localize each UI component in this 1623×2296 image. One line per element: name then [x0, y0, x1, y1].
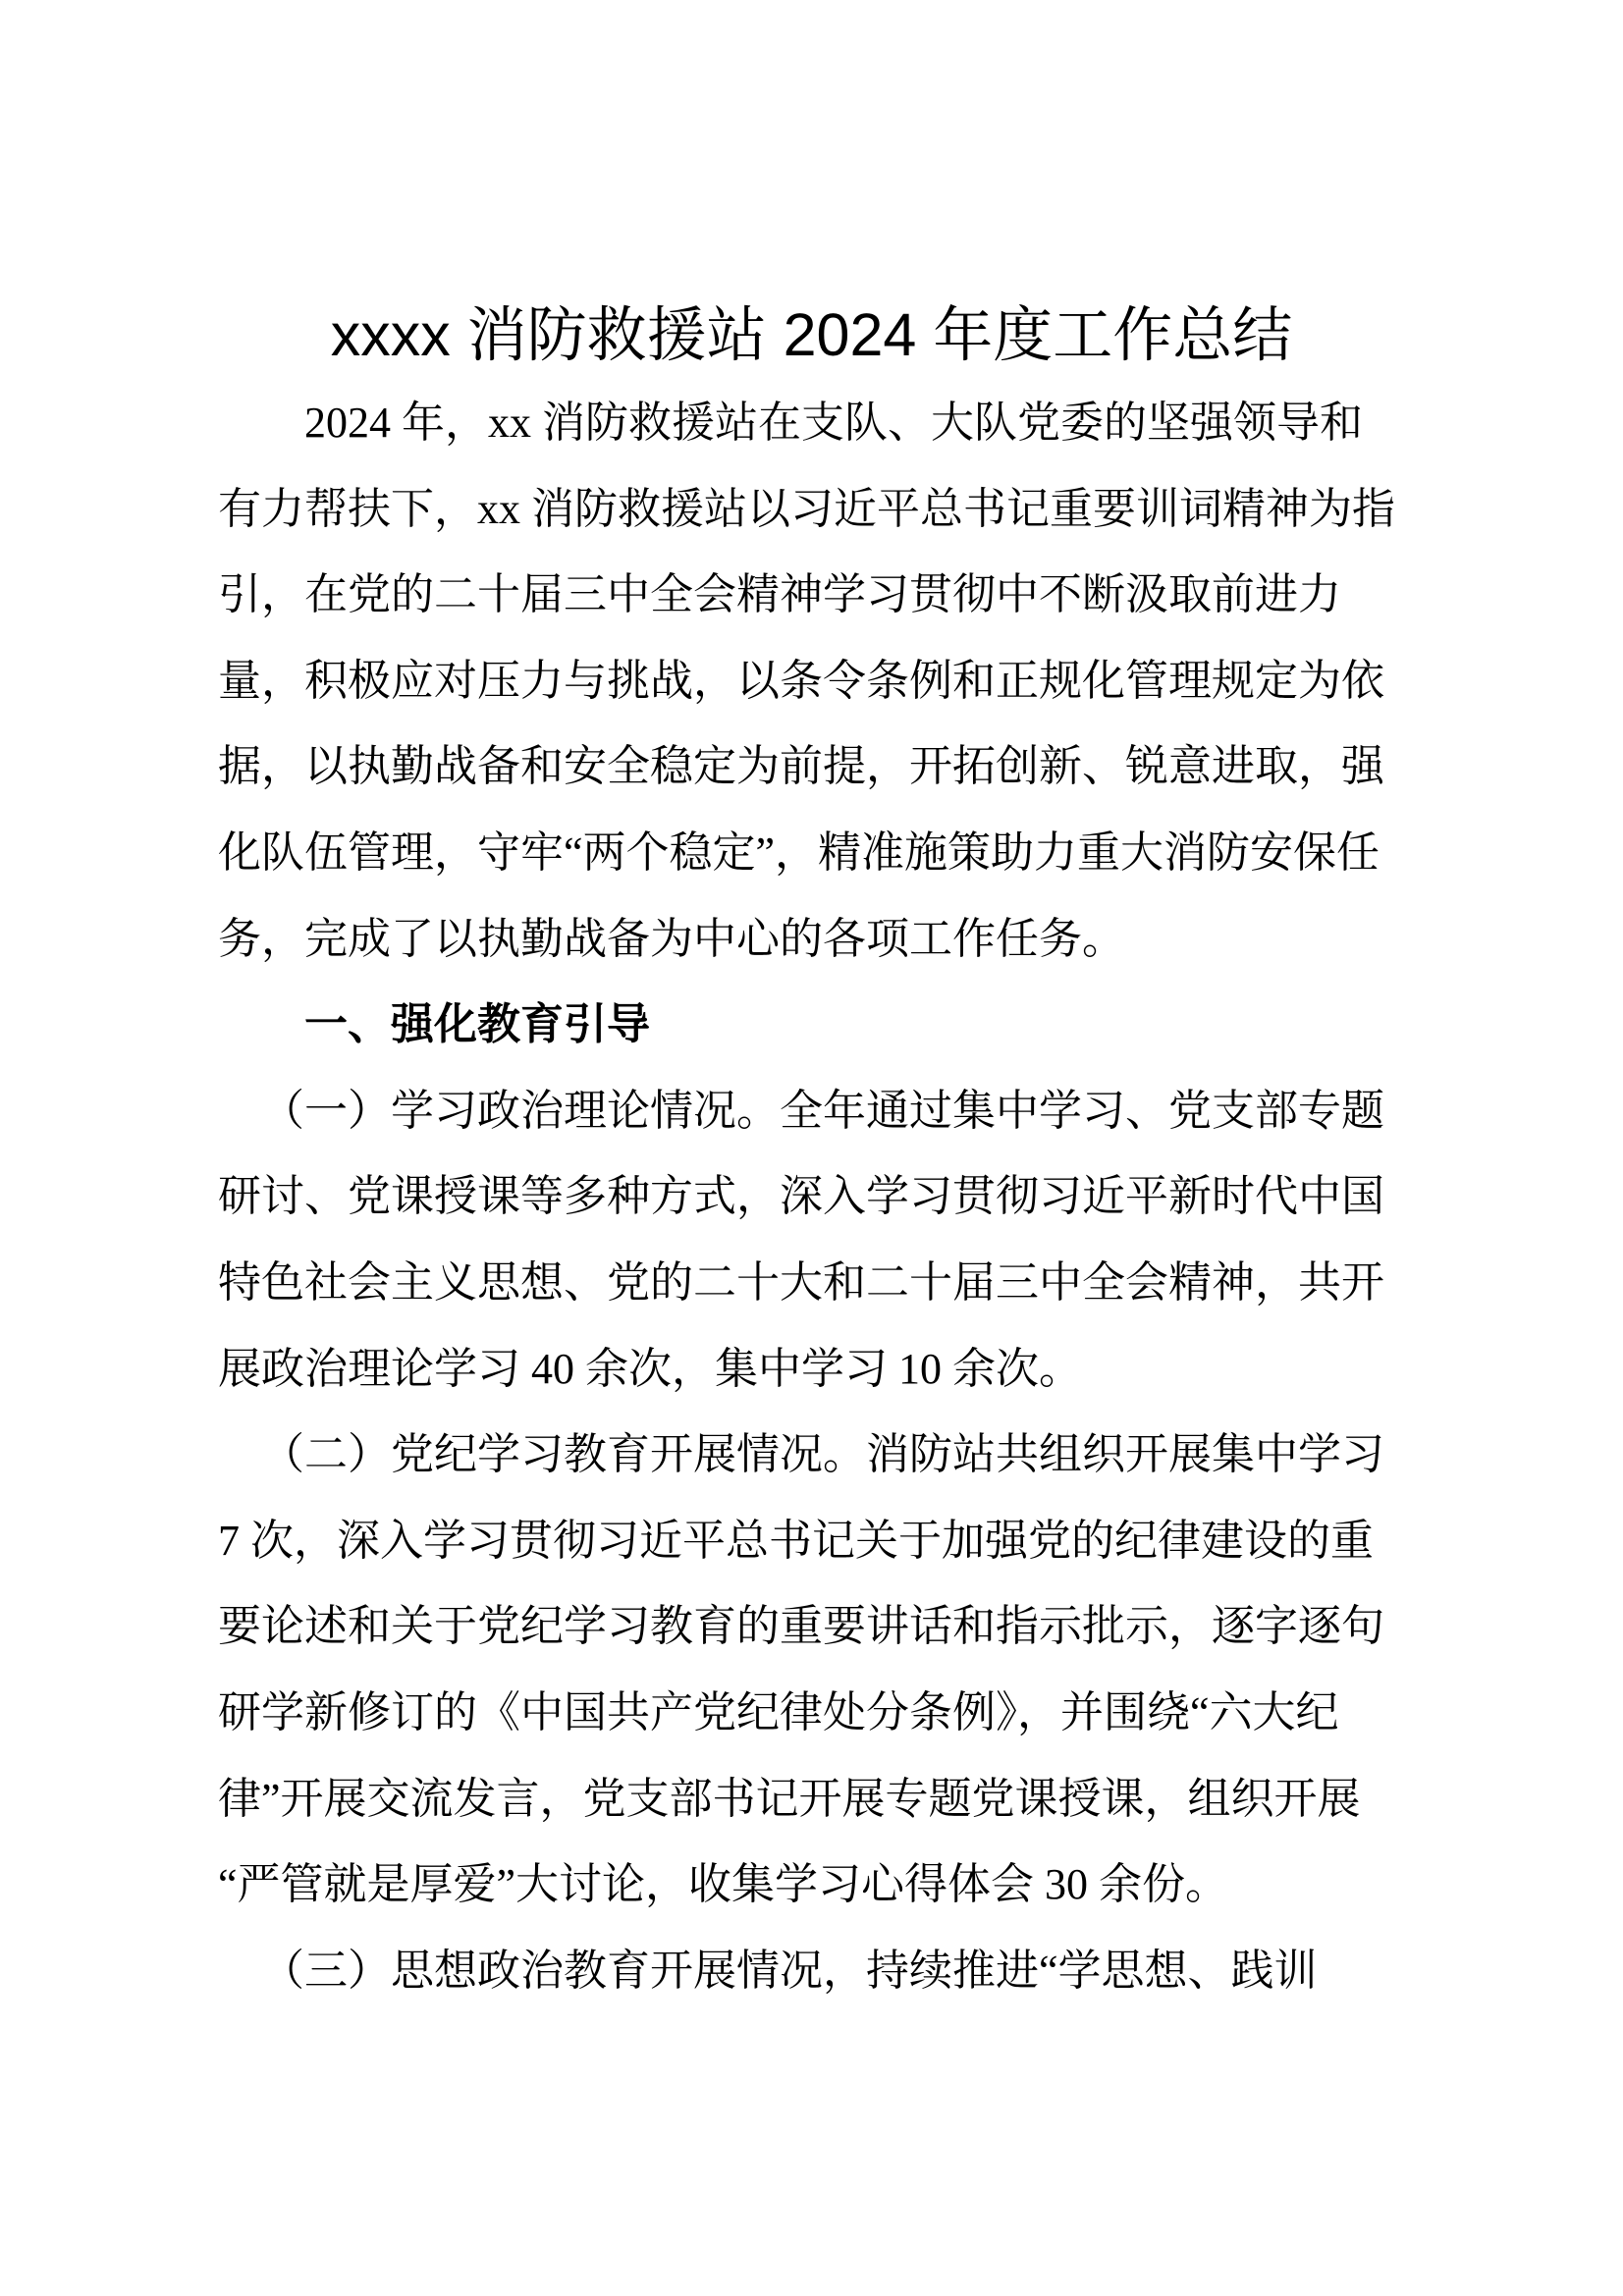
paragraph — [218, 380, 1435, 982]
paragraph — [218, 1412, 1435, 1928]
text-line: 务，完成了以执勤战备为中心的各项工作任务。 — [218, 914, 1125, 963]
text-line: 研学新修订的《中国共产党纪律处分条例》，并围绕“六大纪 — [218, 1687, 1339, 1736]
text-line: 7 次，深入学习贯彻习近平总书记关于加强党的纪律建设的重 — [218, 1516, 1374, 1565]
text-line: 要论述和关于党纪学习教育的重要讲话和指示批示，逐字逐句 — [218, 1602, 1384, 1651]
paragraph — [218, 1928, 1435, 2014]
text-line: 化队伍管理，守牢“两个稳定”，精准施策助力重大消防安保任 — [218, 828, 1380, 877]
text-line: “严管就是厚爱”大讨论，收集学习心得体会 30 余份。 — [218, 1860, 1229, 1909]
text-line: 展政治理论学习 40 余次，集中学习 10 余次。 — [218, 1344, 1082, 1393]
text-line: 律”开展交流发言，党支部书记开展专题党课授课，组织开展 — [218, 1774, 1361, 1823]
text-line: 有力帮扶下，xx 消防救援站以习近平总书记重要训词精神为指 — [218, 484, 1395, 533]
text-line: 引，在党的二十届三中全会精神学习贯彻中不断汲取前进力 — [218, 570, 1341, 619]
text-line: 2024 年，xx 消防救援站在支队、大队党委的坚强领导和 — [304, 399, 1363, 447]
text-line: （二）党纪学习教育开展情况。消防站共组织开展集中学习 — [261, 1430, 1384, 1479]
section-heading — [218, 982, 1435, 1068]
text-line: （一）学习政治理论情况。全年通过集中学习、党支部专题 — [261, 1086, 1384, 1135]
document-body — [218, 380, 1435, 2013]
text-line: 特色社会主义思想、党的二十大和二十届三中全会精神，共开 — [218, 1257, 1384, 1307]
document-title: xxxx 消防救援站 2024 年度工作总结 — [330, 301, 1293, 368]
text-line: 量，积极应对压力与挑战，以条令条例和正规化管理规定为依 — [218, 656, 1384, 705]
text-line: 据，以执勤战备和安全稳定为前提，开拓创新、锐意进取，强 — [218, 742, 1384, 791]
text-line: 一、强化教育引导 — [304, 1000, 650, 1049]
text-line: 研讨、党课授课等多种方式，深入学习贯彻习近平新时代中国 — [218, 1172, 1384, 1221]
text-line: （三）思想政治教育开展情况，持续推进“学思想、践训 — [261, 1946, 1318, 1995]
paragraph — [218, 1068, 1435, 1412]
